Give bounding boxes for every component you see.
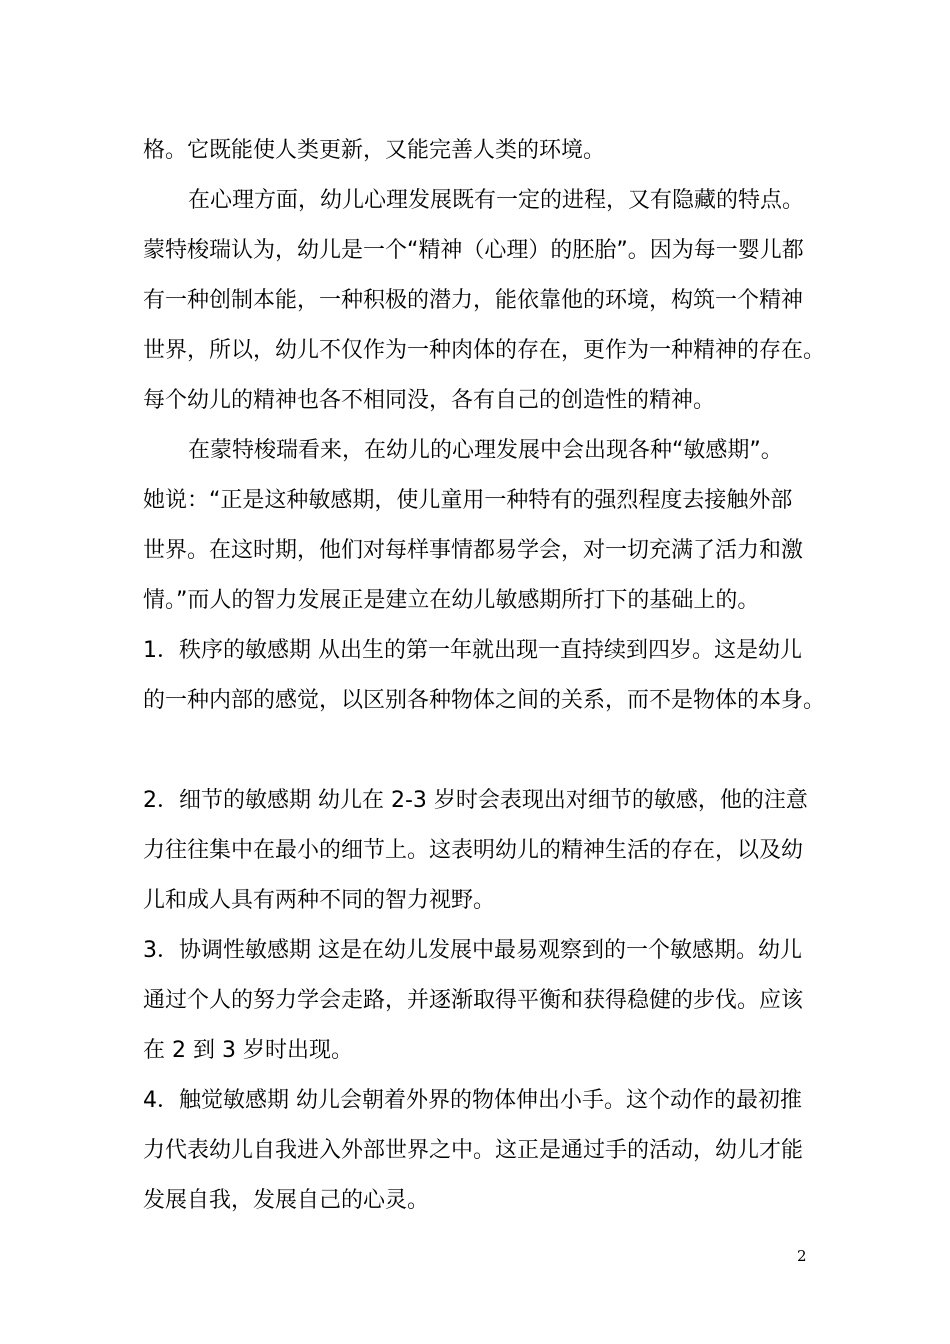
text-line: 情。”而人的智力发展正是建立在幼儿敏感期所打下的基础上的。 (143, 588, 760, 613)
list-item-line: 1．秩序的敏感期 从出生的第一年就出现一直持续到四岁。这是幼儿 (143, 638, 802, 663)
text-line: 在 2 到 3 岁时出现。 (143, 1038, 353, 1063)
text-line: 力往往集中在最小的细节上。这表明幼儿的精神生活的存在，以及幼 (143, 838, 804, 863)
text-line: 有一种创制本能，一种积极的潜力，能依靠他的环境，构筑一个精神 (143, 288, 804, 313)
paragraph-first-line: 在心理方面，幼儿心理发展既有一定的进程，又有隐藏的特点。 (188, 188, 805, 213)
text-line: 每个幼儿的精神也各不相同没，各有自己的创造性的精神。 (143, 388, 716, 413)
list-item-line: 3．协调性敏感期 这是在幼儿发展中最易观察到的一个敏感期。幼儿 (143, 938, 802, 963)
text-line: 蒙特梭瑞认为，幼儿是一个“精神（心理）的胚胎”。因为每一婴儿都 (143, 238, 804, 263)
text-line: 她说：“正是这种敏感期，使儿童用一种特有的强烈程度去接触外部 (143, 488, 793, 513)
paragraph-first-line: 在蒙特梭瑞看来，在幼儿的心理发展中会出现各种“敏感期”。 (188, 438, 783, 463)
text-line: 发展自我，发展自己的心灵。 (143, 1188, 430, 1213)
text-line: 的一种内部的感觉，以区别各种物体之间的关系，而不是物体的本身。 (143, 688, 826, 713)
text-line: 力代表幼儿自我进入外部世界之中。这正是通过手的活动，幼儿才能 (143, 1138, 804, 1163)
text-line: 儿和成人具有两种不同的智力视野。 (143, 888, 496, 913)
text-line: 格。它既能使人类更新，又能完善人类的环境。 (143, 138, 606, 163)
text-line: 世界。在这时期，他们对每样事情都易学会，对一切充满了活力和激 (143, 538, 804, 563)
text-line: 通过个人的努力学会走路，并逐渐取得平衡和获得稳健的步伐。应该 (143, 988, 804, 1013)
page-number: 2 (797, 1247, 807, 1265)
list-item-line: 2．细节的敏感期 幼儿在 2-3 岁时会表现出对细节的敏感，他的注意 (143, 788, 808, 813)
text-line: 世界，所以，幼儿不仅作为一种肉体的存在，更作为一种精神的存在。 (143, 338, 826, 363)
list-item-line: 4．触觉敏感期 幼儿会朝着外界的物体伸出小手。这个动作的最初推 (143, 1088, 802, 1113)
